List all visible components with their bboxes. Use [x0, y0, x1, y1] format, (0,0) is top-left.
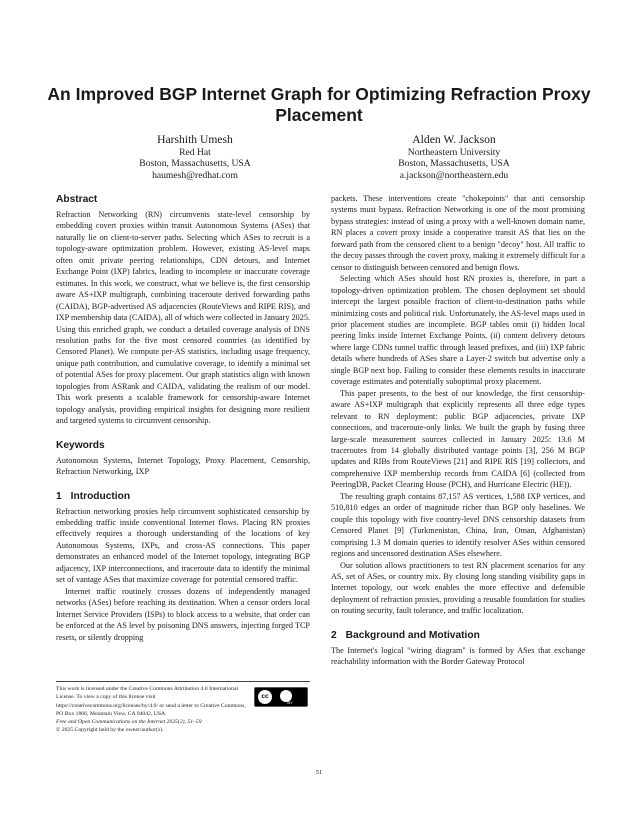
section-heading-introduction [56, 490, 310, 504]
author-email: haumesh@redhat.com [152, 169, 238, 181]
intro-paragraph-4: This paper presents, to the best of our knowledge, the first censorship-aware AS+IXP multigraph that explicitly represents all three edge types relevant to RN deployment: public BGP adjacencies, private IXP connections, and traceroute-only links. We built the graph by fusing three large-scale measurement sources collected in January 2025: 13.6 M traceroutes from 14 globally distributed vantage points [3], 256 M BGP updates and RIBs from RouteViews [21] and RIPE RIS [19] collectors, and comprehensive IXP membership records from CAIDA [6] (collected from PeeringDB, Packet Clearing House (PCH), and Hurricane Electric (HE)). [331, 388, 585, 490]
cc-logo-icon: cc [258, 690, 272, 704]
section-heading-background [331, 629, 585, 643]
abstract-text: Refraction Networking (RN) circumvents state-level censorship by embedding covert proxies within transit Autonomous Systems (ASes) that naturally lie on client-to-server paths. Selecting which ASes to recruit is a topology-aware optimization problem. However, existing AS-level maps often omit private peering relationships, CDN detours, and Internet Exchange Point (IXP) fabrics, leading to incomplete or inaccurate coverage estimates. In this work, we construct, what we believe is, the first censorship aware AS+IXP multigraph, combining traceroute derived forwarding paths (CAIDA), BGP-advertised AS adjacencies (RouteViews and RIPE RIS), and IXP membership data (CAIDA), all of which were collected in January 2025. Using this enriched graph, we conduct a detailed coverage analysis of DNS resolution paths for the five most censored countries (as identified by Censored Planet). We compute per-AS statistics, including usage frequency, unique path contribution, and cumulative coverage, to identify a minimal set of potential ASes for proxy placement. Our graph statistics align with known topologies from ASRank and CAIDA, validating the realism of our model. This work presents a scalable framework for censorship-aware Internet topology analysis, providing empirical insights for designing more resilient and targeted systems to circumvent censorship. [56, 210, 310, 426]
right-column [331, 193, 585, 668]
left-column [56, 193, 310, 643]
keywords-heading: Keywords [56, 439, 105, 451]
intro-paragraph-3: Selecting which ASes should host RN proxies is, therefore, in part a topology-driven optimization problem. The chosen deployment set should intercept the largest possible fraction of client-to-destination paths while minimizing costs and political risk. Unfortunately, the AS-level maps used in prior placement studies are incomplete. BGP tables omit (i) hidden local peering links inside Internet Exchange Points, (ii) content delivery detours where large CDNs tunnel traffic through leased prefixes, and (iii) IXP fabric details where hundreds of ASes share a Layer-2 switch but advertise only a single BGP next hop. Failing to consider these elements results in inaccurate coverage estimates and potentially suboptimal proxy placement. [331, 274, 585, 387]
cc-by-license-icon [254, 687, 308, 707]
section-number: 2 [331, 629, 337, 641]
by-label: BY [287, 700, 293, 705]
abstract-heading: Abstract [56, 194, 98, 205]
section-number: 1 [56, 490, 62, 502]
license-text: This work is licensed under the Creative Commons Attribution 4.0 International License. To view a copy of this license visit https://creativecommons.org/licenses/by/4.0/ or send a letter to Creative Commons, PO Box 1866, Mountain View, CA 94042, USA. [56, 686, 246, 717]
page-number: 51 [315, 769, 323, 776]
author-block-2 [339, 133, 569, 181]
copyright-notice: © 2025 Copyright held by the owner/author(s). [56, 727, 164, 734]
intro-paragraph-1: Refraction networking proxies help circumvent sophisticated censorship by embedding traffic inside conventional Internet flows. Placing RN proxies effectively requires a thorough understanding of the locations of key Autonomous Systems, IXPs, and cross-AS connections. This paper demonstrates an enhanced model of the Internet topology, integrating BGP adjacency, IXP interconnections, and traceroute data to identify the minimal set of vantage ASes that maximize coverage for potential censored traffic. [56, 506, 310, 585]
author-block-1 [80, 133, 310, 181]
section-title: Background and Motivation [345, 629, 480, 641]
background-paragraph-1: The Internet's logical "wiring diagram" is formed by ASes that exchange reachability information with the Border Gateway Protocol [331, 645, 585, 667]
intro-paragraph-5: The resulting graph contains 87,157 AS vertices, 1,588 IXP vertices, and 510,810 edges an order of magnitude richer than BGP only baselines. We couple this topology with five country-level DNS censorship datasets from Censored Planet [9] (Turkmenistan, China, Iran, Oman, Afghanistan) comprising 1.3 M domain queries to identify resolver ASes within censored regions and uncensored destination ASes elsewhere. [331, 491, 585, 559]
section-title: Introduction [70, 490, 131, 502]
author-name: Alden W. Jackson [412, 133, 496, 146]
author-location: Boston, Massachusetts, USA [398, 158, 510, 170]
author-affiliation: Northeastern University [407, 147, 501, 158]
license-footnote [56, 681, 310, 735]
intro-paragraph-6: Our solution allows practitioners to test RN placement scenarios for any AS, set of ASes, or country mix. By closing long standing visibility gaps in Internet topology, our work enables the more effective and defensible deployment of refraction proxies, providing a reusable foundation for studies on routing security, fault tolerance, and traffic localization. [331, 560, 585, 616]
author-name: Harshith Umesh [157, 133, 233, 146]
journal-citation: Free and Open Communications on the Internet 2025(2), 51–59 [56, 719, 202, 726]
author-affiliation: Red Hat [179, 147, 211, 158]
keywords-text: Autonomous Systems, Internet Topology, Proxy Placement, Censorship, Refraction Networking, IXP [56, 455, 310, 477]
intro-paragraph-2: Internet traffic routinely crosses dozens of independently managed networks (ASes) before reaching its destination. When a censor orders local Internet Service Providers (ISPs) to block access to a website, that order can be enforced at the AS level by poisoning DNS answers, injecting forged TCP resets, or silently dropping [56, 586, 310, 642]
author-email: a.jackson@northeastern.edu [399, 169, 509, 181]
author-location: Boston, Massachusetts, USA [139, 158, 251, 170]
intro-paragraph-2-continued: packets. These interventions create "chokepoints" that anti censorship systems must bypass. Refraction Networking is one of the most promising bypass strategies: instead of using a proxy with a well-known domain name, RN places a covert proxy inside a cooperative transit AS that lies on the forward path from the censored client to a benign "decoy" host. All traffic to the decoy passes through the covert proxy, making it extremely difficult for a censor to distinguish between censored and benign flows. [331, 194, 585, 272]
paper-title: An Improved BGP Internet Graph for Optimizing Refraction Proxy Placement [47, 84, 591, 125]
